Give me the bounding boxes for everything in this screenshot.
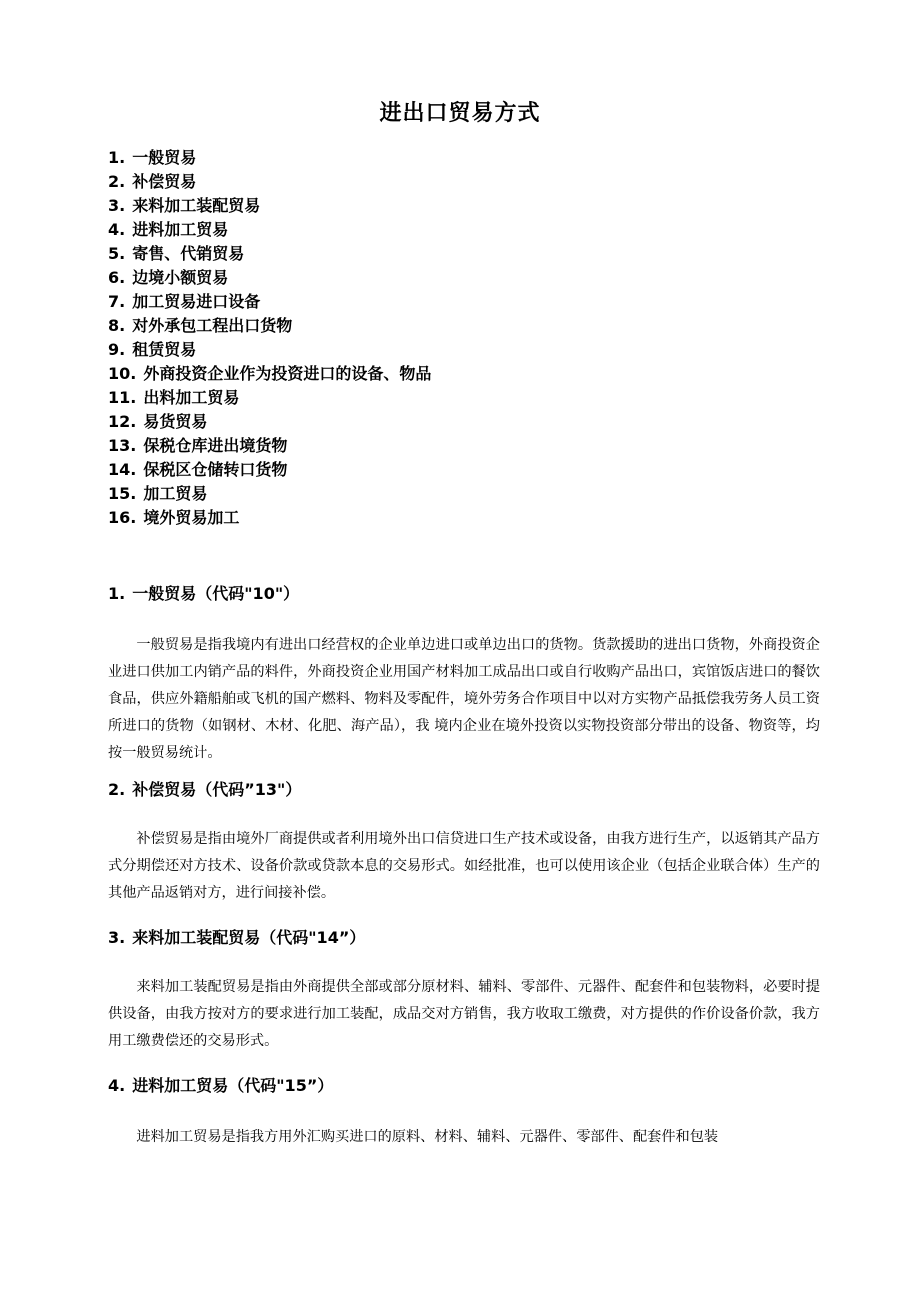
toc-item-label: 出料加工贸易 — [143, 388, 240, 407]
toc-item-label: 保税区仓储转口货物 — [143, 460, 288, 479]
section-number: 3. — [108, 928, 126, 947]
toc-item-label: 边境小额贸易 — [132, 268, 229, 287]
section-heading-compensation-trade — [108, 778, 820, 802]
section-body-processing-assembly: 来料加工装配贸易是指由外商提供全部或部分原材料、辅料、零部件、元器件、配套件和包装物料，必要时提供设备，由我方按对方的要求进行加工装配，成品交对方销售，我方收取工缴费，对方提供的作价设备价款，我方用工缴费偿还的交易形式。 — [108, 979, 820, 1049]
toc-item — [108, 314, 808, 338]
toc-item — [108, 506, 808, 530]
toc-item — [108, 194, 808, 218]
toc-item — [108, 482, 808, 506]
toc-item — [108, 242, 808, 266]
section-title: 一般贸易（代码"10"） — [132, 584, 300, 603]
toc-item-number: 8. — [108, 316, 126, 335]
toc-item-label: 易货贸易 — [143, 412, 208, 431]
toc-item — [108, 338, 808, 362]
toc-item-label: 补偿贸易 — [132, 172, 197, 191]
toc-item-number: 14. — [108, 460, 137, 479]
section-heading-general-trade — [108, 582, 820, 606]
toc-item-number: 15. — [108, 484, 137, 503]
toc-item-label: 保税仓库进出境货物 — [143, 436, 288, 455]
section-title: 进料加工贸易（代码"15”） — [132, 1076, 334, 1095]
toc-item-number: 11. — [108, 388, 137, 407]
toc-item-label: 境外贸易加工 — [143, 508, 240, 527]
toc-item-label: 租赁贸易 — [132, 340, 197, 359]
toc-item — [108, 218, 808, 242]
section-heading-processing-assembly — [108, 926, 820, 950]
toc-item — [108, 386, 808, 410]
toc-item-label: 进料加工贸易 — [132, 220, 229, 239]
toc-item — [108, 266, 808, 290]
toc-item — [108, 458, 808, 482]
toc-item — [108, 170, 808, 194]
toc-item-number: 6. — [108, 268, 126, 287]
section-number: 1. — [108, 584, 126, 603]
toc-item-number: 4. — [108, 220, 126, 239]
toc-item — [108, 410, 808, 434]
toc-item-number: 7. — [108, 292, 126, 311]
toc-item-label: 加工贸易 — [143, 484, 208, 503]
section-title: 来料加工装配贸易（代码"14”） — [132, 928, 366, 947]
table-of-contents — [108, 146, 808, 530]
toc-item — [108, 362, 808, 386]
toc-item-number: 10. — [108, 364, 137, 383]
section-body-imported-materials-processing: 进料加工贸易是指我方用外汇购买进口的原料、材料、辅料、元器件、零部件、配套件和包装 — [136, 1129, 719, 1145]
toc-item-number: 1. — [108, 148, 126, 167]
toc-item-number: 2. — [108, 172, 126, 191]
section-title: 补偿贸易（代码”13"） — [132, 780, 302, 799]
section-body-general-trade: 一般贸易是指我境内有进出口经营权的企业单边进口或单边出口的货物。货款援助的进出口货物，外商投资企业进口供加工内销产品的料件，外商投资企业用国产材料加工成品出口或自行收购产品出口，宾馆饭店进口的餐饮食品，供应外籍船舶或飞机的国产燃料、物料及零配件，境外劳务合作项目中以对方实物产品抵偿我劳务人员工资所进口的货物（如钢材、木材、化肥、海产品），我 境内企业在境外投资以实物投资部分带出的设备、物资等，均按一般贸易统计。 — [108, 637, 820, 761]
toc-item-label: 对外承包工程出口货物 — [132, 316, 293, 335]
section-heading-imported-materials-processing — [108, 1074, 820, 1098]
toc-item-number: 9. — [108, 340, 126, 359]
toc-item-number: 12. — [108, 412, 137, 431]
toc-item-number: 13. — [108, 436, 137, 455]
section-body-compensation-trade: 补偿贸易是指由境外厂商提供或者利用境外出口信贷进口生产技术或设备，由我方进行生产，以返销其产品方式分期偿还对方技术、设备价款或贷款本息的交易形式。如经批准，也可以使用该企业（包括企业联合体）生产的其他产品返销对方，进行间接补偿。 — [108, 831, 820, 901]
section-number: 2. — [108, 780, 126, 799]
toc-item-label: 一般贸易 — [132, 148, 197, 167]
toc-item-number: 3. — [108, 196, 126, 215]
toc-item-number: 5. — [108, 244, 126, 263]
toc-item — [108, 146, 808, 170]
section-number: 4. — [108, 1076, 126, 1095]
toc-item-label: 来料加工装配贸易 — [132, 196, 261, 215]
toc-item-number: 16. — [108, 508, 137, 527]
toc-item — [108, 434, 808, 458]
toc-item-label: 加工贸易进口设备 — [132, 292, 261, 311]
toc-item — [108, 290, 808, 314]
toc-item-label: 寄售、代销贸易 — [132, 244, 245, 263]
document-title: 进出口贸易方式 — [379, 101, 541, 126]
toc-item-label: 外商投资企业作为投资进口的设备、物品 — [143, 364, 432, 383]
